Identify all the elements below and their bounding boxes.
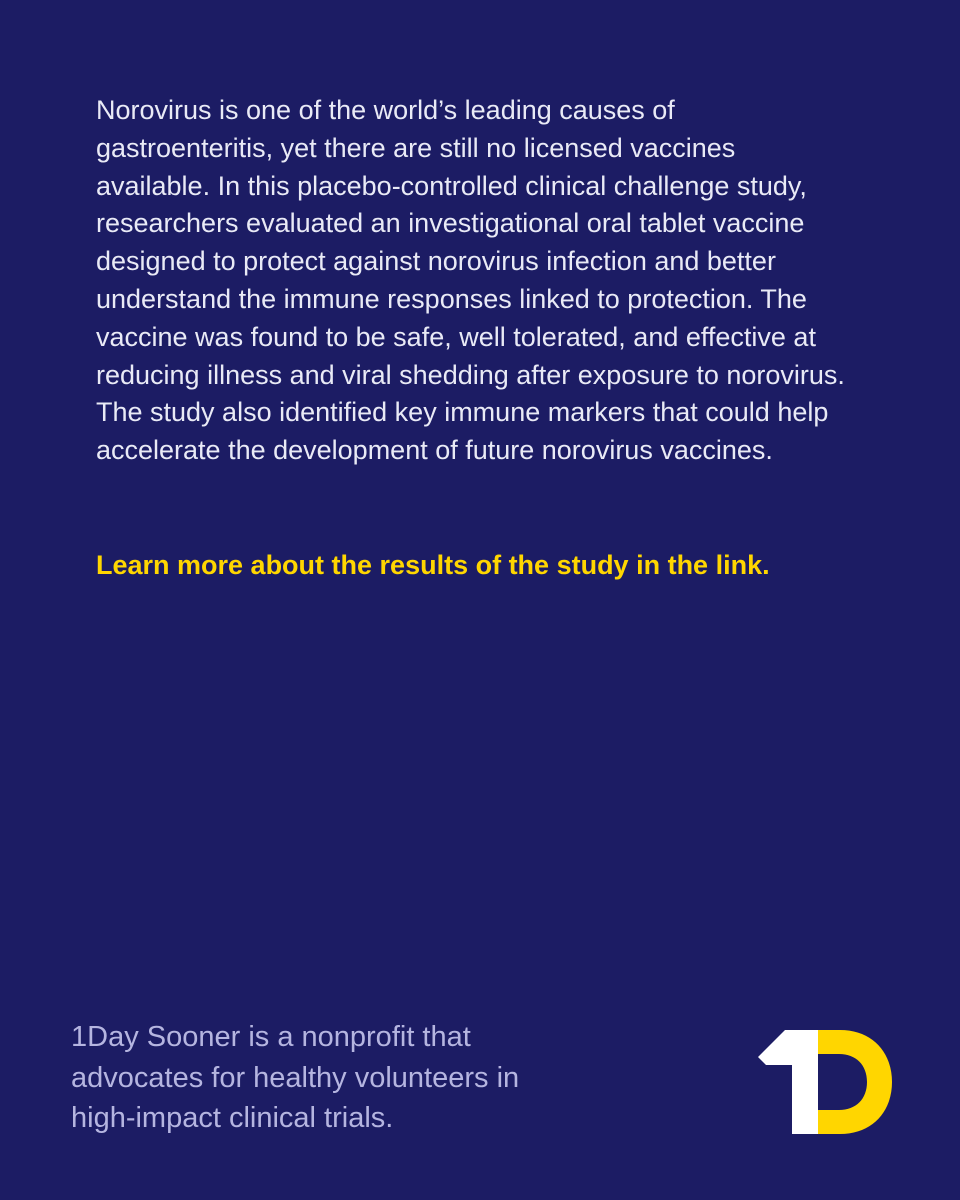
logo-one-icon	[758, 1030, 818, 1134]
logo-d-icon	[818, 1030, 892, 1134]
study-summary: Norovirus is one of the world’s leading causes of gastroenteritis, yet there are still no licensed vaccines available. In this placebo-controlled clinical challenge study, researchers evaluated an investigational oral tablet vaccine designed to protect against norovirus infection and better understand the immune responses linked to protection. The vaccine was found to be safe, well tolerated, and effective at reducing illness and viral shedding after exposure to norovirus. The study also identified key immune markers that could help accelerate the development of future norovirus vaccines.	[96, 95, 845, 466]
study-link-callout[interactable]: Learn more about the results of the study in the link.	[96, 550, 770, 580]
organization-description: 1Day Sooner is a nonprofit that advocates for healthy volunteers in high-impact clinical trials.	[71, 1021, 520, 1134]
1day-sooner-logo-icon	[758, 1030, 892, 1134]
